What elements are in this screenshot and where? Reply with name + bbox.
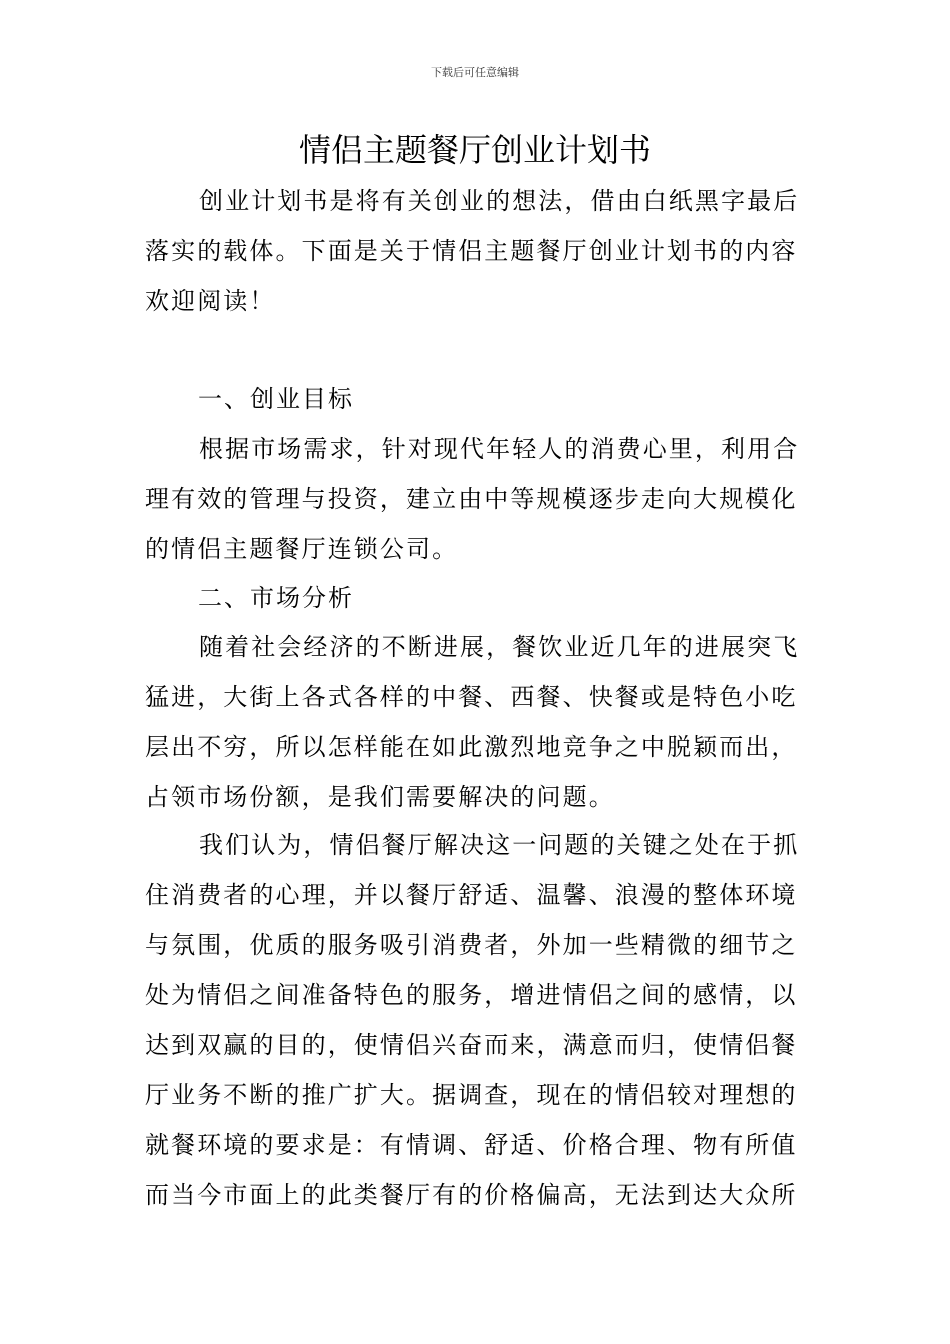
market-paragraph-1	[145, 622, 807, 822]
market-p2-line-5: 达到双赢的目的，使情侣兴奋而来，满意而归，使情侣餐	[145, 1031, 798, 1059]
intro-line-1: 创业计划书是将有关创业的想法，借由白纸黑字最后	[199, 187, 800, 215]
market-p2-line-1: 我们认为，情侣餐厅解决这一问题的关键之处在于抓	[199, 831, 800, 859]
market-p2-line-4: 处为情侣之间准备特色的服务，增进情侣之间的感情，以	[145, 981, 798, 1009]
header-note: 下载后可任意编辑	[431, 66, 519, 79]
intro-line-3: 欢迎阅读！	[145, 287, 276, 315]
document-title: 情侣主题餐厅创业计划书	[298, 131, 651, 169]
goals-line-3: 的情侣主题餐厅连锁公司。	[145, 535, 459, 563]
market-p2-line-8: 而当今市面上的此类餐厅有的价格偏高，无法到达大众所	[145, 1181, 798, 1209]
goals-line-2: 理有效的管理与投资，建立由中等规模逐步走向大规模化	[145, 485, 798, 513]
market-p1-line-2: 猛进，大街上各式各样的中餐、西餐、快餐或是特色小吃	[145, 683, 798, 711]
intro-line-2: 落实的载体。下面是关于情侣主题餐厅创业计划书的内容	[145, 237, 798, 265]
section-heading-goals: 一、创业目标	[198, 385, 354, 413]
market-p2-line-7: 就餐环境的要求是：有情调、舒适、价格合理、物有所值	[145, 1131, 798, 1159]
section-heading-market: 二、市场分析	[198, 584, 354, 612]
market-p2-line-3: 与氛围，优质的服务吸引消费者，外加一些精微的细节之	[145, 931, 798, 959]
market-p2-line-6: 厅业务不断的推广扩大。据调查，现在的情侣较对理想的	[145, 1081, 798, 1109]
market-p1-line-1: 随着社会经济的不断进展，餐饮业近几年的进展突飞	[199, 633, 800, 661]
market-p1-line-3: 层出不穷，所以怎样能在如此激烈地竞争之中脱颖而出，	[145, 733, 798, 761]
market-p1-line-4: 占领市场份额，是我们需要解决的问题。	[145, 783, 615, 811]
market-p2-line-2: 住消费者的心理，并以餐厅舒适、温馨、浪漫的整体环境	[145, 881, 798, 909]
goals-paragraph	[145, 424, 807, 574]
intro-paragraph	[145, 176, 807, 326]
goals-line-1: 根据市场需求，针对现代年轻人的消费心里，利用合	[199, 435, 800, 463]
market-paragraph-2	[145, 820, 807, 1220]
